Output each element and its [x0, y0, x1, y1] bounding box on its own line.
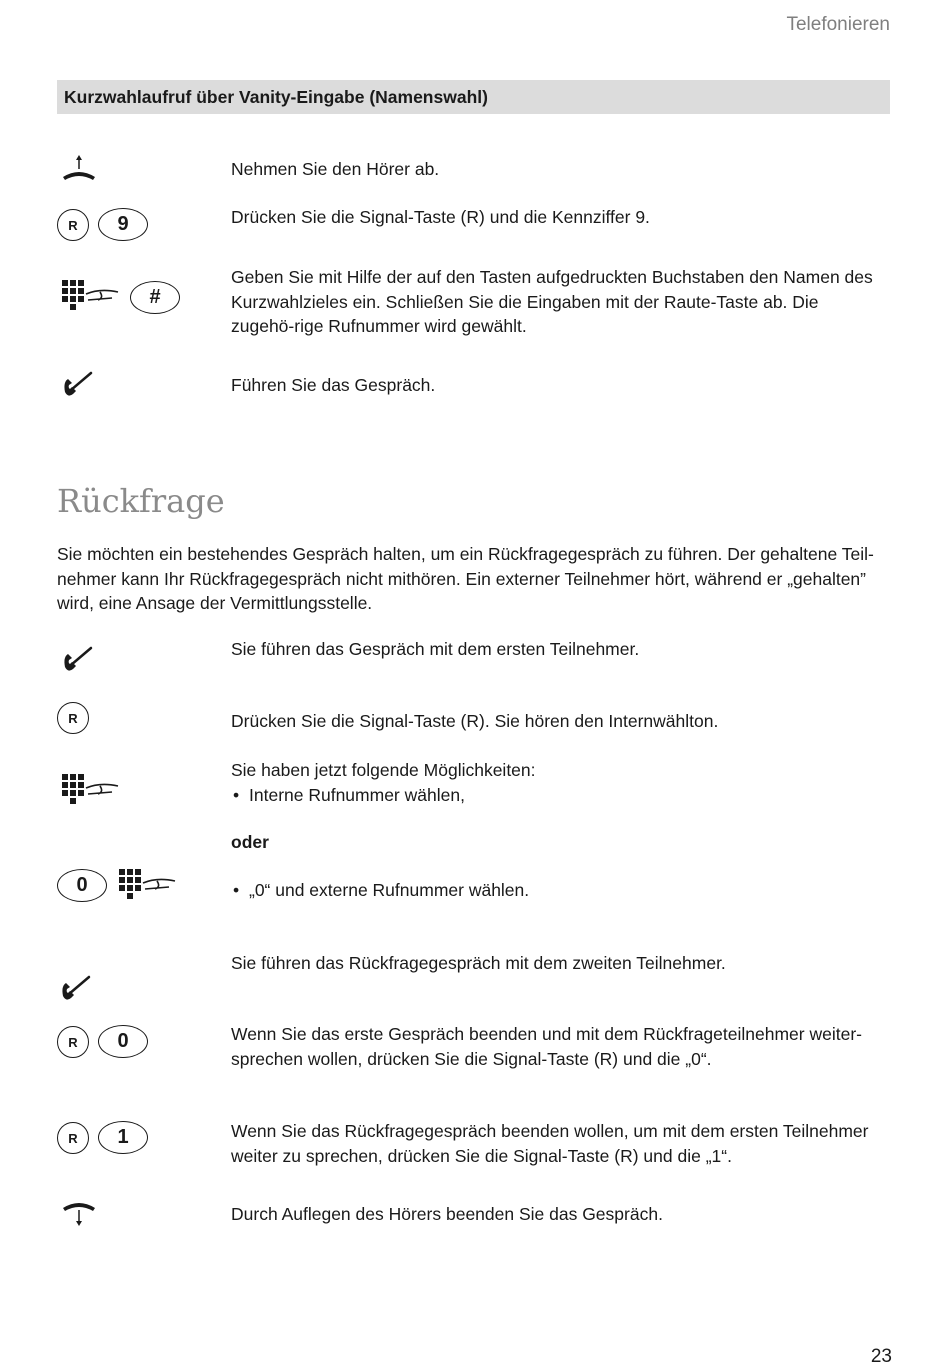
keys-r-0-icon: [57, 1025, 152, 1059]
step-text: Drücken Sie die Signal-Taste (R) und die Kennziffer 9.: [231, 207, 650, 227]
step-text-block: [231, 758, 876, 807]
key-r-icon: R: [57, 1026, 89, 1058]
key-9-icon: 9: [98, 208, 148, 241]
section-heading: Kurzwahlaufruf über Vanity-Eingabe (Namenswahl): [64, 87, 488, 107]
keypad-icon: [60, 278, 120, 323]
talk-handset-icon: [60, 974, 94, 1009]
step-text: Nehmen Sie den Hörer ab.: [231, 159, 440, 179]
bullet-item: • „0“ und externe Rufnummer wählen.: [231, 878, 876, 903]
key-hash-icon: #: [130, 281, 180, 314]
section-intro: Sie möchten ein bestehendes Gespräch halten, um ein Rückfragegespräch zu führen. Der gehaltene Teil-nehmer kann Ihr Rückfragegespräch nicht mithören. Ein externer Teilnehmer hört, während er „gehalten” wird, eine Ansage der Vermittlungsstelle.: [57, 544, 874, 613]
bullet-item: • Interne Rufnummer wählen,: [231, 783, 876, 808]
key-r-icon: R: [57, 209, 89, 241]
step-text-block: [231, 878, 876, 903]
step-text: Sie führen das Gespräch mit dem ersten Teilnehmer.: [231, 639, 640, 659]
step-text: Drücken Sie die Signal-Taste (R). Sie hören den Internwählton.: [231, 711, 719, 731]
page-number: 23: [870, 1346, 892, 1367]
keypad-icon: [117, 867, 177, 912]
talk-handset-icon: [62, 645, 96, 680]
section-heading-bar: [57, 80, 890, 114]
keys-r-9-icon: [57, 208, 152, 242]
section-title: Rückfrage: [57, 482, 225, 520]
key-1-icon: 1: [98, 1121, 148, 1154]
talk-handset-icon: [62, 370, 96, 405]
keypad-icon: [60, 772, 120, 817]
key-0-icon: 0: [98, 1025, 148, 1058]
step-text: Geben Sie mit Hilfe der auf den Tasten aufgedruckten Buchstaben den Namen des Kurzwahlzieles ein. Schließen Sie die Eingaben mit der Raute-Taste ab. Die zugehö-rige Rufnummer wird gewählt.: [231, 267, 873, 336]
step-text: Wenn Sie das erste Gespräch beenden und mit dem Rückfrageteilnehmer weiter-sprechen wollen, drücken Sie die Signal-Taste (R) und die „0“.: [231, 1024, 862, 1069]
running-header: Telefonieren: [786, 14, 890, 35]
step-text: Sie führen das Rückfragegespräch mit dem zweiten Teilnehmer.: [231, 953, 726, 973]
key-r-icon: R: [57, 1122, 89, 1154]
lift-handset-icon: [60, 155, 100, 188]
key-r-icon: R: [57, 702, 89, 734]
step-text: Wenn Sie das Rückfragegespräch beenden wollen, um mit dem ersten Teilnehmer weiter zu sprechen, drücken Sie die Signal-Taste (R) und die „1“.: [231, 1121, 869, 1166]
step-text: Durch Auflegen des Hörers beenden Sie das Gespräch.: [231, 1204, 663, 1224]
step-text: Sie haben jetzt folgende Möglichkeiten:: [231, 760, 536, 780]
step-text: Führen Sie das Gespräch.: [231, 375, 436, 395]
hang-up-handset-icon: [60, 1200, 100, 1233]
keys-r-1-icon: [57, 1121, 152, 1155]
oder-separator: oder: [231, 832, 269, 852]
key-0-icon: 0: [57, 869, 107, 902]
